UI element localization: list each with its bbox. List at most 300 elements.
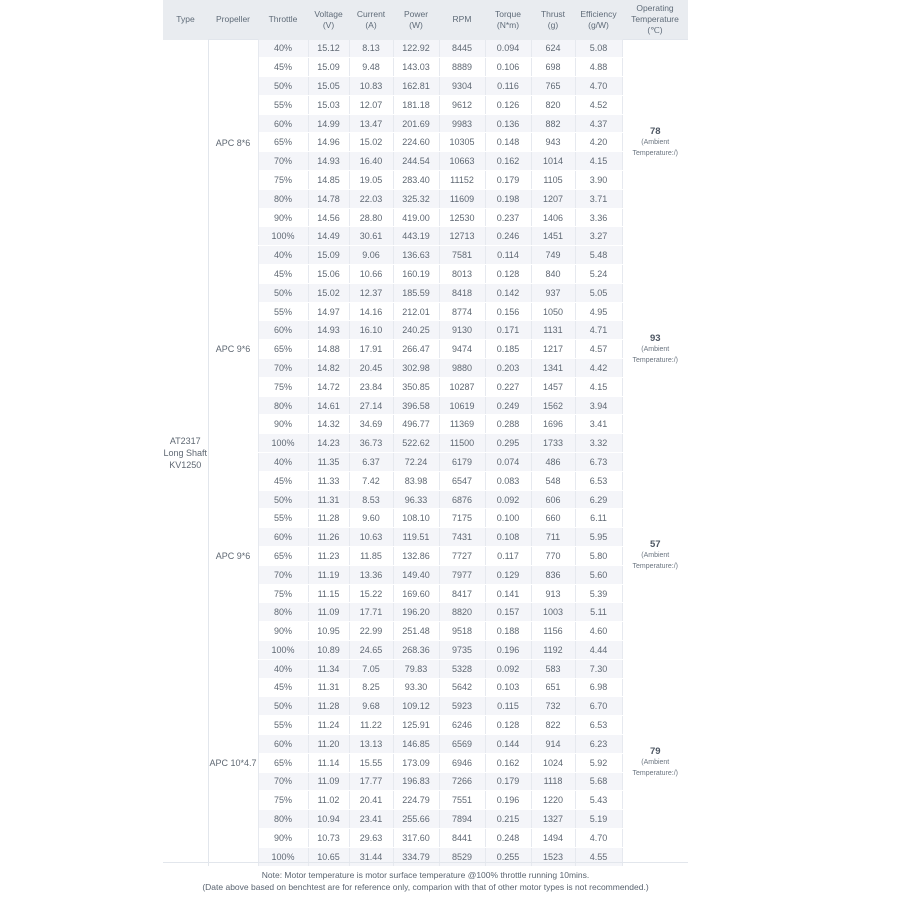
data-cell: 0.083 bbox=[485, 471, 531, 490]
data-cell: 9612 bbox=[439, 95, 485, 114]
data-cell: 5.80 bbox=[575, 547, 622, 566]
data-cell: 1457 bbox=[531, 377, 575, 396]
data-cell: 0.116 bbox=[485, 77, 531, 96]
data-cell: 8820 bbox=[439, 603, 485, 622]
data-cell: 65% bbox=[258, 753, 308, 772]
data-cell: 11609 bbox=[439, 189, 485, 208]
data-cell: 770 bbox=[531, 547, 575, 566]
data-cell: 50% bbox=[258, 283, 308, 302]
data-cell: 255.66 bbox=[393, 810, 439, 829]
data-cell: 14.72 bbox=[308, 377, 349, 396]
data-cell: 14.96 bbox=[308, 133, 349, 152]
data-cell: 5.43 bbox=[575, 791, 622, 810]
motor-type-line: AT2317 bbox=[169, 435, 201, 446]
data-cell: 4.42 bbox=[575, 359, 622, 378]
data-cell: 11.31 bbox=[308, 490, 349, 509]
header-unit: (g) bbox=[547, 19, 559, 30]
data-cell: 196.83 bbox=[393, 772, 439, 791]
data-cell: 45% bbox=[258, 58, 308, 77]
header-cell-9 bbox=[575, 0, 622, 40]
data-cell: 143.03 bbox=[393, 58, 439, 77]
motor-type-line: Long Shaft bbox=[163, 447, 208, 458]
data-cell: 5.95 bbox=[575, 528, 622, 547]
data-cell: 14.93 bbox=[308, 152, 349, 171]
data-cell: 334.79 bbox=[393, 847, 439, 866]
data-cell: 8.53 bbox=[349, 490, 393, 509]
data-cell: 17.91 bbox=[349, 340, 393, 359]
data-cell: 65% bbox=[258, 133, 308, 152]
data-cell: 5.92 bbox=[575, 753, 622, 772]
header-label: Type bbox=[176, 14, 195, 25]
data-cell: 14.61 bbox=[308, 396, 349, 415]
data-cell: 7.30 bbox=[575, 659, 622, 678]
propeller-cell: APC 9*6 bbox=[208, 453, 258, 660]
data-cell: 12530 bbox=[439, 208, 485, 227]
data-cell: 10.63 bbox=[349, 528, 393, 547]
table-body bbox=[163, 40, 688, 867]
data-cell: 40% bbox=[258, 659, 308, 678]
data-cell: 0.106 bbox=[485, 58, 531, 77]
data-cell: 36.73 bbox=[349, 434, 393, 453]
data-cell: 10.95 bbox=[308, 622, 349, 641]
data-cell: 6876 bbox=[439, 490, 485, 509]
ambient-temperature-note: (Ambient bbox=[641, 345, 670, 353]
data-cell: 108.10 bbox=[393, 509, 439, 528]
data-cell: 419.00 bbox=[393, 208, 439, 227]
data-cell: 7.42 bbox=[349, 471, 393, 490]
data-cell: 181.18 bbox=[393, 95, 439, 114]
data-cell: 11500 bbox=[439, 434, 485, 453]
data-cell: 80% bbox=[258, 603, 308, 622]
data-cell: 0.255 bbox=[485, 847, 531, 866]
data-cell: 83.98 bbox=[393, 471, 439, 490]
data-cell: 6946 bbox=[439, 753, 485, 772]
data-cell: 268.36 bbox=[393, 641, 439, 660]
data-cell: 913 bbox=[531, 584, 575, 603]
data-cell: 4.44 bbox=[575, 641, 622, 660]
data-cell: 624 bbox=[531, 40, 575, 58]
data-cell: 0.074 bbox=[485, 453, 531, 472]
data-cell: 5.05 bbox=[575, 283, 622, 302]
data-cell: 146.85 bbox=[393, 734, 439, 753]
data-cell: 3.94 bbox=[575, 396, 622, 415]
data-cell: 173.09 bbox=[393, 753, 439, 772]
data-cell: 6.37 bbox=[349, 453, 393, 472]
data-cell: 1207 bbox=[531, 189, 575, 208]
data-cell: 0.288 bbox=[485, 415, 531, 434]
data-cell: 11.02 bbox=[308, 791, 349, 810]
data-cell: 75% bbox=[258, 171, 308, 190]
data-cell: 11.34 bbox=[308, 659, 349, 678]
data-cell: 60% bbox=[258, 734, 308, 753]
temperature-cell bbox=[622, 246, 688, 453]
data-cell: 50% bbox=[258, 77, 308, 96]
data-cell: 60% bbox=[258, 321, 308, 340]
data-cell: 5642 bbox=[439, 678, 485, 697]
data-cell: 0.144 bbox=[485, 734, 531, 753]
data-cell: 496.77 bbox=[393, 415, 439, 434]
header-cell-6 bbox=[439, 0, 485, 40]
data-cell: 70% bbox=[258, 359, 308, 378]
data-cell: 0.295 bbox=[485, 434, 531, 453]
temperature-cell bbox=[622, 659, 688, 866]
data-cell: 45% bbox=[258, 265, 308, 284]
data-cell: 14.78 bbox=[308, 189, 349, 208]
data-cell: 11.09 bbox=[308, 772, 349, 791]
data-cell: 8774 bbox=[439, 302, 485, 321]
data-cell: 6.98 bbox=[575, 678, 622, 697]
data-cell: 185.59 bbox=[393, 283, 439, 302]
data-cell: 765 bbox=[531, 77, 575, 96]
ambient-temperature-note: Temperature:/) bbox=[632, 770, 679, 778]
data-cell: 93.30 bbox=[393, 678, 439, 697]
data-cell: 122.92 bbox=[393, 40, 439, 58]
data-cell: 28.80 bbox=[349, 208, 393, 227]
data-cell: 4.15 bbox=[575, 377, 622, 396]
data-cell: 79.83 bbox=[393, 659, 439, 678]
data-cell: 90% bbox=[258, 208, 308, 227]
data-cell: 6547 bbox=[439, 471, 485, 490]
data-cell: 23.41 bbox=[349, 810, 393, 829]
data-cell: 1494 bbox=[531, 828, 575, 847]
data-cell: 5.11 bbox=[575, 603, 622, 622]
data-cell: 1156 bbox=[531, 622, 575, 641]
data-cell: 0.103 bbox=[485, 678, 531, 697]
data-cell: 100% bbox=[258, 641, 308, 660]
data-cell: 4.71 bbox=[575, 321, 622, 340]
header-cell-7 bbox=[485, 0, 531, 40]
data-cell: 7266 bbox=[439, 772, 485, 791]
data-cell: 9474 bbox=[439, 340, 485, 359]
data-cell: 40% bbox=[258, 246, 308, 265]
data-cell: 10.89 bbox=[308, 641, 349, 660]
data-cell: 882 bbox=[531, 114, 575, 133]
data-cell: 14.16 bbox=[349, 302, 393, 321]
data-cell: 943 bbox=[531, 133, 575, 152]
data-cell: 40% bbox=[258, 453, 308, 472]
data-cell: 15.05 bbox=[308, 77, 349, 96]
data-cell: 660 bbox=[531, 509, 575, 528]
data-cell: 1341 bbox=[531, 359, 575, 378]
data-cell: 0.237 bbox=[485, 208, 531, 227]
data-cell: 4.15 bbox=[575, 152, 622, 171]
data-cell: 136.63 bbox=[393, 246, 439, 265]
data-cell: 820 bbox=[531, 95, 575, 114]
header-unit: (g/W) bbox=[588, 19, 609, 30]
data-cell: 6.23 bbox=[575, 734, 622, 753]
data-cell: 0.094 bbox=[485, 40, 531, 58]
data-cell: 14.88 bbox=[308, 340, 349, 359]
data-cell: 251.48 bbox=[393, 622, 439, 641]
data-cell: 0.129 bbox=[485, 565, 531, 584]
data-cell: 4.52 bbox=[575, 95, 622, 114]
data-cell: 0.188 bbox=[485, 622, 531, 641]
data-cell: 0.179 bbox=[485, 171, 531, 190]
header-label: Current bbox=[356, 8, 386, 19]
data-cell: 70% bbox=[258, 772, 308, 791]
data-cell: 14.85 bbox=[308, 171, 349, 190]
data-cell: 30.61 bbox=[349, 227, 393, 246]
data-cell: 522.62 bbox=[393, 434, 439, 453]
data-cell: 10619 bbox=[439, 396, 485, 415]
data-cell: 65% bbox=[258, 340, 308, 359]
header-label: Voltage bbox=[314, 8, 343, 19]
data-cell: 15.12 bbox=[308, 40, 349, 58]
data-cell: 836 bbox=[531, 565, 575, 584]
data-cell: 732 bbox=[531, 697, 575, 716]
data-cell: 0.179 bbox=[485, 772, 531, 791]
data-cell: 13.47 bbox=[349, 114, 393, 133]
header-label: Efficiency bbox=[580, 8, 617, 19]
data-cell: 9.60 bbox=[349, 509, 393, 528]
data-cell: 11.28 bbox=[308, 697, 349, 716]
data-cell: 24.65 bbox=[349, 641, 393, 660]
data-cell: 5.48 bbox=[575, 246, 622, 265]
data-cell: 396.58 bbox=[393, 396, 439, 415]
data-cell: 100% bbox=[258, 847, 308, 866]
temperature-cell bbox=[622, 453, 688, 660]
data-cell: 15.09 bbox=[308, 58, 349, 77]
data-cell: 13.36 bbox=[349, 565, 393, 584]
header-cell-10 bbox=[622, 0, 688, 40]
data-cell: 8445 bbox=[439, 40, 485, 58]
header-cell-3 bbox=[308, 0, 349, 40]
data-cell: 6.29 bbox=[575, 490, 622, 509]
data-cell: 5.08 bbox=[575, 40, 622, 58]
data-cell: 75% bbox=[258, 584, 308, 603]
motor-type-cell bbox=[163, 40, 208, 867]
data-cell: 55% bbox=[258, 509, 308, 528]
data-cell: 5328 bbox=[439, 659, 485, 678]
data-cell: 5.39 bbox=[575, 584, 622, 603]
data-cell: 5.19 bbox=[575, 810, 622, 829]
data-cell: 19.05 bbox=[349, 171, 393, 190]
data-cell: 6569 bbox=[439, 734, 485, 753]
header-cell-4 bbox=[349, 0, 393, 40]
data-cell: 6.70 bbox=[575, 697, 622, 716]
data-cell: 1406 bbox=[531, 208, 575, 227]
data-cell: 4.55 bbox=[575, 847, 622, 866]
data-cell: 4.70 bbox=[575, 77, 622, 96]
data-cell: 5.68 bbox=[575, 772, 622, 791]
ambient-temperature-note: (Ambient bbox=[641, 552, 670, 560]
data-cell: 10.83 bbox=[349, 77, 393, 96]
data-cell: 0.126 bbox=[485, 95, 531, 114]
data-cell: 9518 bbox=[439, 622, 485, 641]
data-cell: 96.33 bbox=[393, 490, 439, 509]
data-cell: 0.141 bbox=[485, 584, 531, 603]
table-row bbox=[163, 246, 688, 265]
data-cell: 651 bbox=[531, 678, 575, 697]
data-cell: 1024 bbox=[531, 753, 575, 772]
data-cell: 80% bbox=[258, 810, 308, 829]
data-cell: 14.97 bbox=[308, 302, 349, 321]
data-cell: 3.32 bbox=[575, 434, 622, 453]
data-cell: 100% bbox=[258, 434, 308, 453]
data-cell: 132.86 bbox=[393, 547, 439, 566]
data-cell: 6.11 bbox=[575, 509, 622, 528]
table-row bbox=[163, 453, 688, 472]
data-cell: 15.06 bbox=[308, 265, 349, 284]
data-cell: 6179 bbox=[439, 453, 485, 472]
data-cell: 20.41 bbox=[349, 791, 393, 810]
data-cell: 3.41 bbox=[575, 415, 622, 434]
data-cell: 125.91 bbox=[393, 716, 439, 735]
propeller-cell: APC 10*4.7 bbox=[208, 659, 258, 866]
data-cell: 224.60 bbox=[393, 133, 439, 152]
header-unit: (V) bbox=[322, 19, 335, 30]
data-cell: 11.33 bbox=[308, 471, 349, 490]
data-cell: 0.248 bbox=[485, 828, 531, 847]
data-cell: 7581 bbox=[439, 246, 485, 265]
data-cell: 12.37 bbox=[349, 283, 393, 302]
data-cell: 9.06 bbox=[349, 246, 393, 265]
data-cell: 15.09 bbox=[308, 246, 349, 265]
data-cell: 212.01 bbox=[393, 302, 439, 321]
table-notes bbox=[163, 862, 688, 893]
data-cell: 6.53 bbox=[575, 471, 622, 490]
data-cell: 3.27 bbox=[575, 227, 622, 246]
ambient-temperature-note: Temperature:/) bbox=[632, 563, 679, 571]
data-cell: 55% bbox=[258, 302, 308, 321]
data-cell: 11.24 bbox=[308, 716, 349, 735]
header-label: Power bbox=[403, 8, 429, 19]
data-cell: 27.14 bbox=[349, 396, 393, 415]
header-unit: (W) bbox=[409, 19, 423, 30]
ambient-temperature-note: Temperature:/) bbox=[632, 150, 679, 158]
data-cell: 4.95 bbox=[575, 302, 622, 321]
data-cell: 20.45 bbox=[349, 359, 393, 378]
data-cell: 0.108 bbox=[485, 528, 531, 547]
data-cell: 1523 bbox=[531, 847, 575, 866]
data-cell: 11.20 bbox=[308, 734, 349, 753]
data-cell: 0.198 bbox=[485, 189, 531, 208]
data-cell: 31.44 bbox=[349, 847, 393, 866]
data-cell: 169.60 bbox=[393, 584, 439, 603]
data-cell: 65% bbox=[258, 547, 308, 566]
data-cell: 1562 bbox=[531, 396, 575, 415]
data-cell: 34.69 bbox=[349, 415, 393, 434]
data-cell: 486 bbox=[531, 453, 575, 472]
header-label: RPM bbox=[452, 14, 472, 25]
data-cell: 45% bbox=[258, 471, 308, 490]
data-cell: 11.19 bbox=[308, 565, 349, 584]
data-cell: 9.48 bbox=[349, 58, 393, 77]
data-cell: 1050 bbox=[531, 302, 575, 321]
data-cell: 0.246 bbox=[485, 227, 531, 246]
data-cell: 749 bbox=[531, 246, 575, 265]
header-unit: (N*m) bbox=[496, 19, 520, 30]
data-cell: 80% bbox=[258, 396, 308, 415]
data-cell: 196.20 bbox=[393, 603, 439, 622]
data-cell: 11.23 bbox=[308, 547, 349, 566]
propeller-cell: APC 8*6 bbox=[208, 40, 258, 246]
spec-table-wrapper bbox=[163, 0, 688, 867]
data-cell: 6.73 bbox=[575, 453, 622, 472]
data-cell: 224.79 bbox=[393, 791, 439, 810]
data-cell: 17.71 bbox=[349, 603, 393, 622]
data-cell: 0.171 bbox=[485, 321, 531, 340]
note-line-1: Note: Motor temperature is motor surface temperature @100% throttle running 10mins. bbox=[261, 870, 590, 880]
header-cell-5 bbox=[393, 0, 439, 40]
data-cell: 3.90 bbox=[575, 171, 622, 190]
data-cell: 149.40 bbox=[393, 565, 439, 584]
temperature-value: 79 bbox=[649, 746, 661, 758]
data-cell: 7551 bbox=[439, 791, 485, 810]
data-cell: 80% bbox=[258, 189, 308, 208]
ambient-temperature-note: (Ambient bbox=[641, 759, 670, 767]
data-cell: 14.32 bbox=[308, 415, 349, 434]
data-cell: 8441 bbox=[439, 828, 485, 847]
data-cell: 0.185 bbox=[485, 340, 531, 359]
data-cell: 0.162 bbox=[485, 753, 531, 772]
data-cell: 4.20 bbox=[575, 133, 622, 152]
data-cell: 240.25 bbox=[393, 321, 439, 340]
data-cell: 11.28 bbox=[308, 509, 349, 528]
data-cell: 0.203 bbox=[485, 359, 531, 378]
data-cell: 11.15 bbox=[308, 584, 349, 603]
data-cell: 4.70 bbox=[575, 828, 622, 847]
data-cell: 9983 bbox=[439, 114, 485, 133]
data-cell: 325.32 bbox=[393, 189, 439, 208]
data-cell: 11.22 bbox=[349, 716, 393, 735]
header-label: Operating Temperature bbox=[631, 3, 679, 24]
data-cell: 60% bbox=[258, 528, 308, 547]
data-cell: 0.100 bbox=[485, 509, 531, 528]
data-cell: 302.98 bbox=[393, 359, 439, 378]
data-cell: 10.65 bbox=[308, 847, 349, 866]
data-cell: 283.40 bbox=[393, 171, 439, 190]
data-cell: 0.092 bbox=[485, 490, 531, 509]
data-cell: 11.26 bbox=[308, 528, 349, 547]
data-cell: 22.03 bbox=[349, 189, 393, 208]
data-cell: 1220 bbox=[531, 791, 575, 810]
data-cell: 3.71 bbox=[575, 189, 622, 208]
header-cell-8 bbox=[531, 0, 575, 40]
data-cell: 583 bbox=[531, 659, 575, 678]
data-cell: 9.68 bbox=[349, 697, 393, 716]
data-cell: 0.136 bbox=[485, 114, 531, 133]
data-cell: 244.54 bbox=[393, 152, 439, 171]
data-cell: 11.85 bbox=[349, 547, 393, 566]
data-cell: 11152 bbox=[439, 171, 485, 190]
data-cell: 11.14 bbox=[308, 753, 349, 772]
data-cell: 160.19 bbox=[393, 265, 439, 284]
data-cell: 606 bbox=[531, 490, 575, 509]
data-cell: 937 bbox=[531, 283, 575, 302]
data-cell: 5.24 bbox=[575, 265, 622, 284]
data-cell: 8889 bbox=[439, 58, 485, 77]
table-row bbox=[163, 659, 688, 678]
temperature-value: 93 bbox=[649, 332, 661, 344]
data-cell: 5.60 bbox=[575, 565, 622, 584]
data-cell: 15.02 bbox=[308, 283, 349, 302]
data-cell: 11.31 bbox=[308, 678, 349, 697]
data-cell: 0.148 bbox=[485, 133, 531, 152]
data-cell: 1451 bbox=[531, 227, 575, 246]
data-cell: 14.82 bbox=[308, 359, 349, 378]
data-cell: 0.117 bbox=[485, 547, 531, 566]
data-cell: 1003 bbox=[531, 603, 575, 622]
data-cell: 0.196 bbox=[485, 791, 531, 810]
data-cell: 70% bbox=[258, 152, 308, 171]
data-cell: 40% bbox=[258, 40, 308, 58]
data-cell: 50% bbox=[258, 490, 308, 509]
data-cell: 11.09 bbox=[308, 603, 349, 622]
data-cell: 350.85 bbox=[393, 377, 439, 396]
data-cell: 4.60 bbox=[575, 622, 622, 641]
data-cell: 7727 bbox=[439, 547, 485, 566]
